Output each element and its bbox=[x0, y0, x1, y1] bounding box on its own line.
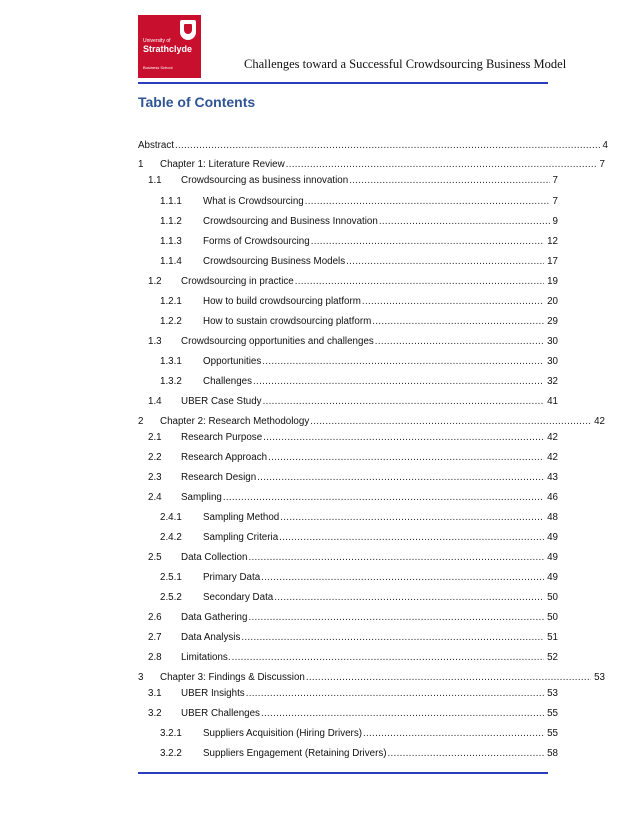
toc-entry-page: 43 bbox=[547, 472, 558, 483]
toc-entry-number: 1.2 bbox=[148, 276, 162, 287]
toc-entry-number: 1.4 bbox=[148, 396, 162, 407]
toc-entry-page: 20 bbox=[547, 296, 558, 307]
toc-entry-title: Sampling Method bbox=[203, 512, 280, 523]
toc-entry-page: 30 bbox=[547, 336, 558, 347]
toc-entry-title: Suppliers Acquisition (Hiring Drivers) bbox=[203, 728, 362, 739]
toc-entry-page: 48 bbox=[547, 512, 558, 523]
toc-entry-title: UBER Challenges bbox=[181, 708, 260, 719]
toc-entry-title: Crowdsourcing opportunities and challenges bbox=[181, 336, 374, 347]
toc-leader-dots bbox=[253, 376, 544, 388]
toc-leader-dots bbox=[268, 452, 544, 464]
toc-leader-dots bbox=[257, 472, 544, 484]
toc-entry-title: Forms of Crowdsourcing bbox=[203, 236, 310, 247]
toc-entry-page: 7 bbox=[599, 159, 605, 170]
toc-leader-dots bbox=[279, 532, 544, 544]
toc-leader-dots bbox=[248, 552, 544, 564]
toc-entry-title: How to build crowdsourcing platform bbox=[203, 296, 361, 307]
toc-leader-dots bbox=[223, 492, 544, 504]
toc-leader-dots bbox=[310, 416, 591, 428]
toc-entry[interactable] bbox=[160, 236, 558, 248]
toc-leader-dots bbox=[262, 356, 544, 368]
toc-leader-dots bbox=[311, 236, 544, 248]
toc-entry-title: What is Crowdsourcing bbox=[203, 196, 304, 207]
toc-entry[interactable] bbox=[160, 728, 558, 740]
toc-entry-page: 42 bbox=[547, 452, 558, 463]
toc-entry-title: Research Design bbox=[181, 472, 257, 483]
toc-entry[interactable] bbox=[148, 432, 558, 444]
toc-leader-dots bbox=[261, 572, 544, 584]
toc-leader-dots bbox=[363, 728, 544, 740]
toc-entry-page: 53 bbox=[547, 688, 558, 699]
toc-entry-number: 3.1 bbox=[148, 688, 162, 699]
toc-leader-dots bbox=[248, 612, 544, 624]
toc-entry-title: Data Analysis bbox=[181, 632, 241, 643]
toc-entry-number: 1.1.4 bbox=[160, 256, 182, 267]
toc-entry-title: How to sustain crowdsourcing platform bbox=[203, 316, 372, 327]
toc-entry-page: 46 bbox=[547, 492, 558, 503]
toc-entry-number: 3 bbox=[138, 672, 144, 683]
toc-entry-page: 55 bbox=[547, 708, 558, 719]
toc-entry-title: Chapter 3: Findings & Discussion bbox=[160, 672, 305, 683]
toc-entry-page: 58 bbox=[547, 748, 558, 759]
toc-entry[interactable] bbox=[138, 159, 605, 171]
toc-entry-title: Opportunities bbox=[203, 356, 262, 367]
toc-entry-number: 2.7 bbox=[148, 632, 162, 643]
toc-leader-dots bbox=[372, 316, 544, 328]
toc-entry-number: 1.1.3 bbox=[160, 236, 182, 247]
toc-entry-page: 50 bbox=[547, 612, 558, 623]
toc-entry-number: 2 bbox=[138, 416, 144, 427]
toc-leader-dots bbox=[306, 672, 591, 684]
toc-entry-title: UBER Insights bbox=[181, 688, 245, 699]
toc-leader-dots bbox=[379, 216, 550, 228]
toc-entry-title: Crowdsourcing as business innovation bbox=[181, 175, 349, 186]
toc-entry[interactable] bbox=[148, 336, 558, 348]
toc-leader-dots bbox=[280, 512, 544, 524]
toc-entry[interactable] bbox=[160, 296, 558, 308]
toc-entry-page: 29 bbox=[547, 316, 558, 327]
toc-entry-number: 2.3 bbox=[148, 472, 162, 483]
toc-entry[interactable] bbox=[160, 356, 558, 368]
toc-entry-page: 50 bbox=[547, 592, 558, 603]
toc-entry-page: 52 bbox=[547, 652, 558, 663]
toc-entry[interactable] bbox=[138, 416, 605, 428]
toc-entry-number: 2.5 bbox=[148, 552, 162, 563]
toc-entry-page: 41 bbox=[547, 396, 558, 407]
toc-entry[interactable] bbox=[160, 256, 558, 268]
document-header-title: Challenges toward a Successful Crowdsourcing Business Model bbox=[244, 57, 567, 71]
toc-entry-number: 2.2 bbox=[148, 452, 162, 463]
toc-entry-page: 7 bbox=[552, 175, 558, 186]
header-rule bbox=[138, 82, 548, 84]
toc-entry-title: Limitations. bbox=[181, 652, 231, 663]
university-logo bbox=[138, 15, 201, 78]
toc-entry[interactable] bbox=[148, 175, 558, 187]
toc-entry-page: 12 bbox=[547, 236, 558, 247]
toc-leader-dots bbox=[263, 432, 544, 444]
toc-entry-title: Data Gathering bbox=[181, 612, 248, 623]
toc-leader-dots bbox=[261, 708, 544, 720]
toc-entry-number: 2.5.1 bbox=[160, 572, 182, 583]
toc-leader-dots bbox=[274, 592, 544, 604]
toc-entry[interactable] bbox=[160, 748, 558, 760]
toc-entry[interactable] bbox=[148, 688, 558, 700]
toc-entry-title: Chapter 1: Literature Review bbox=[160, 159, 285, 170]
toc-entry[interactable] bbox=[148, 652, 558, 664]
toc-entry[interactable] bbox=[160, 572, 558, 584]
toc-entry-number: 2.1 bbox=[148, 432, 162, 443]
toc-entry-title: Data Collection bbox=[181, 552, 248, 563]
toc-leader-dots bbox=[286, 159, 597, 171]
toc-leader-dots bbox=[388, 748, 545, 760]
toc-leader-dots bbox=[305, 196, 550, 208]
toc-entry[interactable] bbox=[138, 672, 605, 684]
toc-entry-page: 51 bbox=[547, 632, 558, 643]
logo-line-1: University of bbox=[143, 38, 171, 44]
footer-rule bbox=[138, 772, 548, 774]
toc-leader-dots bbox=[295, 276, 544, 288]
toc-entry-page: 49 bbox=[547, 572, 558, 583]
toc-entry-title: Research Approach bbox=[181, 452, 268, 463]
toc-entry-page: 32 bbox=[547, 376, 558, 387]
toc-entry-number: 2.4 bbox=[148, 492, 162, 503]
toc-entry-title: Sampling bbox=[181, 492, 222, 503]
toc-leader-dots bbox=[232, 652, 545, 664]
toc-entry[interactable] bbox=[148, 396, 558, 408]
toc-entry-title: Crowdsourcing and Business Innovation bbox=[203, 216, 378, 227]
logo-line-3: Business School bbox=[143, 65, 173, 70]
toc-entry-number: 1 bbox=[138, 159, 144, 170]
toc-entry-page: 4 bbox=[602, 140, 608, 151]
toc-entry-page: 49 bbox=[547, 552, 558, 563]
toc-entry-page: 53 bbox=[594, 672, 605, 683]
toc-entry-number: 3.2 bbox=[148, 708, 162, 719]
toc-entry-title: Abstract bbox=[138, 140, 174, 151]
toc-leader-dots bbox=[263, 396, 545, 408]
toc-entry-number: 2.4.1 bbox=[160, 512, 182, 523]
toc-leader-dots bbox=[349, 175, 549, 187]
logo-line-2: Strathclyde bbox=[143, 44, 193, 54]
toc-entry-title: Secondary Data bbox=[203, 592, 274, 603]
toc-heading: Table of Contents bbox=[138, 94, 256, 110]
toc-entry-number: 3.2.1 bbox=[160, 728, 182, 739]
toc-entry-page: 55 bbox=[547, 728, 558, 739]
toc-entry-page: 49 bbox=[547, 532, 558, 543]
crest-icon bbox=[180, 20, 196, 40]
toc-entry-title: Suppliers Engagement (Retaining Drivers) bbox=[203, 748, 387, 759]
toc-entry-number: 3.2.2 bbox=[160, 748, 182, 759]
toc-entry[interactable] bbox=[138, 140, 608, 152]
toc-entry-page: 42 bbox=[594, 416, 605, 427]
toc-entry-number: 2.5.2 bbox=[160, 592, 182, 603]
toc-entry-page: 19 bbox=[547, 276, 558, 287]
toc-entry-title: Sampling Criteria bbox=[203, 532, 279, 543]
toc-entry-number: 1.1 bbox=[148, 175, 162, 186]
toc-entry-number: 2.8 bbox=[148, 652, 162, 663]
toc-entry[interactable] bbox=[148, 472, 558, 484]
toc-entry-number: 1.2.1 bbox=[160, 296, 182, 307]
toc-leader-dots bbox=[175, 140, 600, 152]
toc-entry-title: UBER Case Study bbox=[181, 396, 262, 407]
toc-entry-number: 2.4.2 bbox=[160, 532, 182, 543]
toc-entry[interactable] bbox=[148, 632, 558, 644]
toc-entry[interactable] bbox=[160, 376, 558, 388]
toc-entry-title: Chapter 2: Research Methodology bbox=[160, 416, 310, 427]
toc-entry-number: 1.1.2 bbox=[160, 216, 182, 227]
toc-leader-dots bbox=[362, 296, 544, 308]
toc-entry-page: 42 bbox=[547, 432, 558, 443]
toc-entry[interactable] bbox=[148, 552, 558, 564]
toc-entry-page: 7 bbox=[552, 196, 558, 207]
toc-entry[interactable] bbox=[160, 216, 558, 228]
toc-entry[interactable] bbox=[148, 492, 558, 504]
toc-entry-number: 1.3 bbox=[148, 336, 162, 347]
toc-entry[interactable] bbox=[160, 196, 558, 208]
toc-leader-dots bbox=[241, 632, 544, 644]
toc-leader-dots bbox=[246, 688, 544, 700]
toc-entry[interactable] bbox=[160, 532, 558, 544]
toc-entry-number: 1.1.1 bbox=[160, 196, 182, 207]
toc-leader-dots bbox=[346, 256, 544, 268]
toc-entry-title: Crowdsourcing in practice bbox=[181, 276, 294, 287]
toc-entry-number: 1.2.2 bbox=[160, 316, 182, 327]
toc-entry[interactable] bbox=[160, 592, 558, 604]
toc-entry[interactable] bbox=[148, 708, 558, 720]
toc-entry-title: Crowdsourcing Business Models bbox=[203, 256, 346, 267]
toc-leader-dots bbox=[375, 336, 544, 348]
toc-entry-page: 30 bbox=[547, 356, 558, 367]
toc-entry-number: 1.3.1 bbox=[160, 356, 182, 367]
toc-entry-title: Primary Data bbox=[203, 572, 261, 583]
toc-entry-number: 1.3.2 bbox=[160, 376, 182, 387]
toc-entry-page: 9 bbox=[552, 216, 558, 227]
toc-entry-title: Challenges bbox=[203, 376, 253, 387]
toc-entry[interactable] bbox=[160, 316, 558, 328]
toc-entry[interactable] bbox=[148, 452, 558, 464]
toc-entry[interactable] bbox=[160, 512, 558, 524]
toc-entry-number: 2.6 bbox=[148, 612, 162, 623]
toc-entry-title: Research Purpose bbox=[181, 432, 263, 443]
toc-entry-page: 17 bbox=[547, 256, 558, 267]
toc-entry[interactable] bbox=[148, 276, 558, 288]
toc-entry[interactable] bbox=[148, 612, 558, 624]
